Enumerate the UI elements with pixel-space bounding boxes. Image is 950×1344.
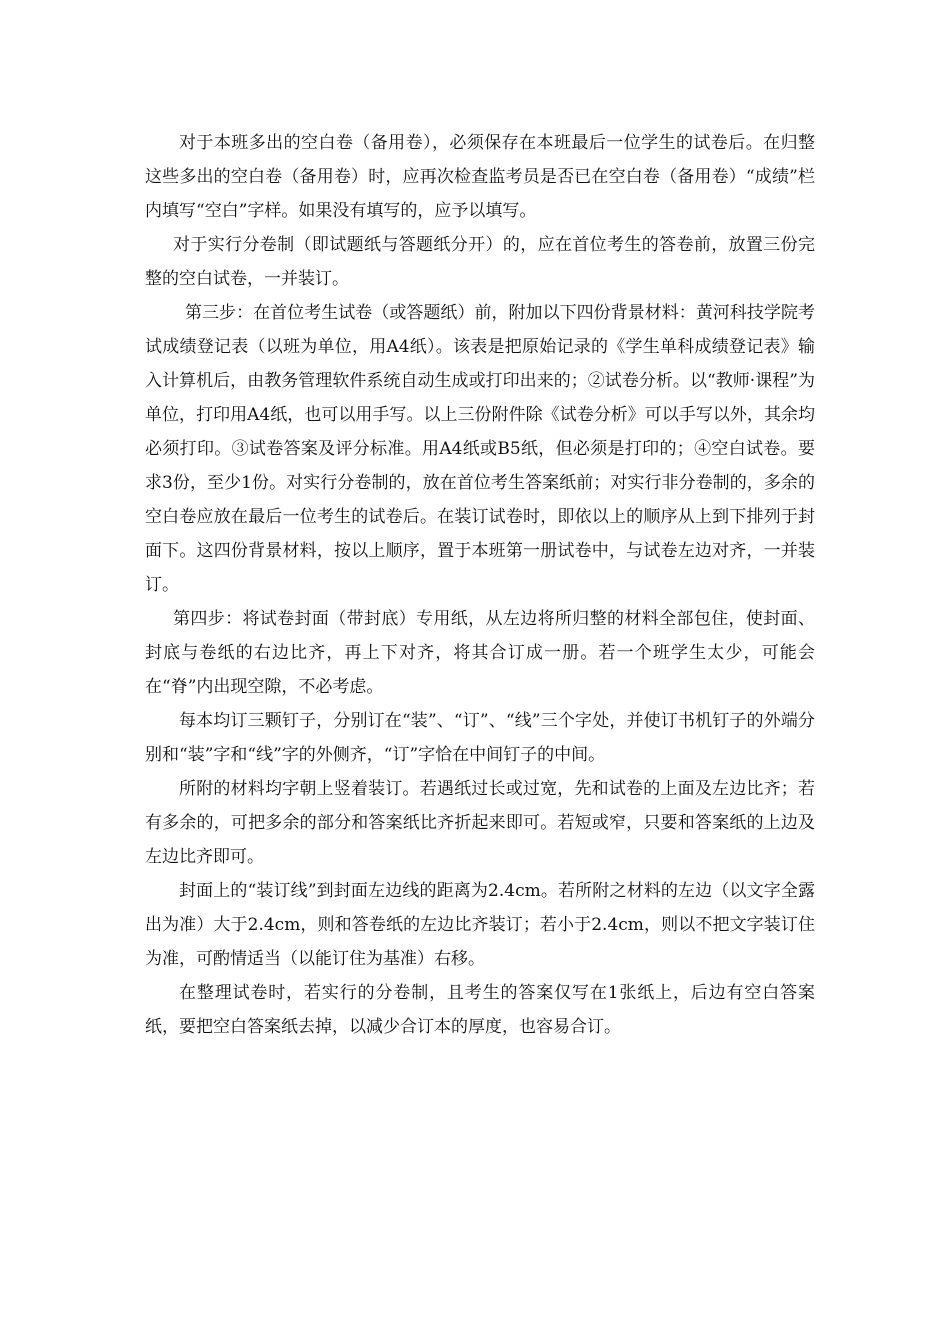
paragraph-remove-blank-sheets: 在整理试卷时，若实行的分卷制，且考生的答案仅写在1张纸上，后边有空白答案纸，要把空白答案纸去掉，以减少合订本的厚度，也容易合订。	[145, 983, 815, 1037]
paragraph-step-four: 第四步：将试卷封面（带封底）专用纸，从左边将所归整的材料全部包住，使封面、封底与卷纸的右边比齐，再上下对齐，将其合订成一册。若一个班学生太少，可能会在“脊”内出现空隙，不必考虑。	[145, 609, 815, 697]
document-body	[145, 126, 815, 1044]
paragraph-spare-papers: 对于本班多出的空白卷（备用卷），必须保存在本班最后一位学生的试卷后。在归整这些多出的空白卷（备用卷）时，应再次检查监考员是否已在空白卷（备用卷）“成绩”栏内填写“空白”字样。如果没有填写的，应予以填写。	[145, 133, 815, 221]
paragraph-attached-materials: 所附的材料均字朝上竖着装订。若遇纸过长或过宽，先和试卷的上面及左边比齐；若有多余的，可把多余的部分和答案纸比齐折起来即可。若短或窄，只要和答案纸的上边及左边比齐即可。	[145, 779, 815, 867]
paragraph-step-three: 第三步：在首位考生试卷（或答题纸）前，附加以下四份背景材料：黄河科技学院考试成绩登记表（以班为单位，用A4纸）。该表是把原始记录的《学生单科成绩登记表》输入计算机后，由教务管理软件系统自动生成或打印出来的；②试卷分析。以“教师·课程”为单位，打印用A4纸，也可以用手写。以上三份附件除《试卷分析》可以手写以外，其余均必须打印。③试卷答案及评分标准。用A4纸或B5纸，但必须是打印的；④空白试卷。要求3份，至少1份。对实行分卷制的，放在首位考生答案纸前；对实行非分卷制的，多余的空白卷应放在最后一位考生的试卷后。在装订试卷时，即依以上的顺序从上到下排列于封面下。这四份背景材料，按以上顺序，置于本班第一册试卷中，与试卷左边对齐，一并装订。	[145, 303, 815, 595]
paragraph-staples: 每本均订三颗钉子，分别订在“装”、“订”、“线”三个字处，并使订书机钉子的外端分别和“装”字和“线”字的外侧齐，“订”字恰在中间钉子的中间。	[145, 711, 815, 765]
paragraph-binding-line: 封面上的“装订线”到封面左边线的距离为2.4cm。若所附之材料的左边（以文字全露出为准）大于2.4cm，则和答卷纸的左边比齐装订；若小于2.4cm，则以不把文字装订住为准，可酌情适当（以能订住为基准）右移。	[145, 881, 815, 969]
paragraph-split-papers: 对于实行分卷制（即试题纸与答题纸分开）的，应在首位考生的答卷前，放置三份完整的空白试卷，一并装订。	[145, 235, 815, 289]
